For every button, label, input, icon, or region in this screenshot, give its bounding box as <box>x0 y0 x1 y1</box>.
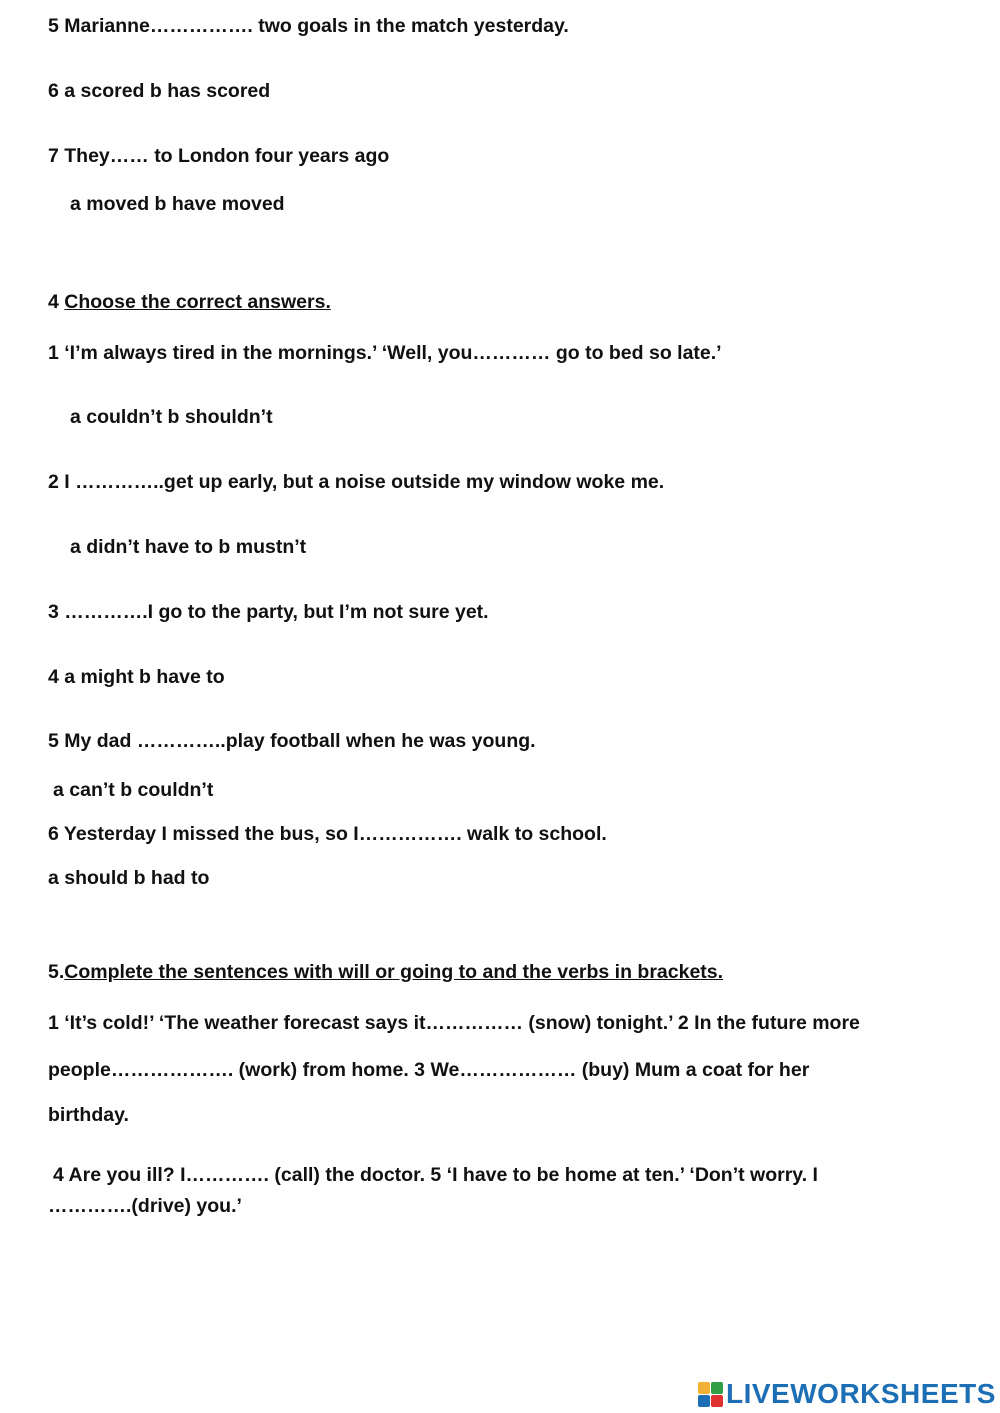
section-5-line-2: people………………. (work) from home. 3 We……………… (buy) Mum a coat for her <box>48 1059 810 1081</box>
section-5-line-3: birthday. <box>48 1104 129 1126</box>
question-5-marianne: 5 Marianne……………. two goals in the match yesterday. <box>48 15 569 37</box>
section-5-title: Complete the sentences with will or going to and the verbs in brackets. <box>64 961 724 983</box>
options-4: 4 a might b have to <box>48 666 225 688</box>
question-2-get-up: 2 I …………..get up early, but a noise outside my window woke me. <box>48 471 665 493</box>
section-5-number: 5. <box>48 961 65 983</box>
section-5-line-4: 4 Are you ill? I…………. (call) the doctor. 5 ‘I have to be home at ten.’ ‘Don’t worry. I <box>53 1164 818 1186</box>
section-5-heading <box>48 959 723 985</box>
options-6: 6 a scored b has scored <box>48 80 271 102</box>
question-3-party: 3 ………….I go to the party, but I’m not sure yet. <box>48 601 489 623</box>
liveworksheets-logo-icon <box>698 1382 723 1407</box>
section-4-title: Choose the correct answers. <box>64 291 331 313</box>
liveworksheets-logo <box>698 1378 996 1410</box>
section-4-number: 4 <box>48 291 59 313</box>
options-5: a can’t b couldn’t <box>53 779 214 801</box>
options-2: a didn’t have to b mustn’t <box>70 536 307 558</box>
section-4-heading <box>48 289 331 315</box>
options-1: a couldn’t b shouldn’t <box>70 406 273 428</box>
question-6-bus: 6 Yesterday I missed the bus, so I……………. walk to school. <box>48 823 607 845</box>
question-5-dad: 5 My dad …………..play football when he was young. <box>48 730 536 752</box>
options-7: a moved b have moved <box>70 193 285 215</box>
section-5-line-1: 1 ‘It’s cold!’ ‘The weather forecast says it…………… (snow) tonight.’ 2 In the future more <box>48 1012 860 1034</box>
question-7-they: 7 They…… to London four years ago <box>48 145 390 167</box>
question-1-tired: 1 ‘I’m always tired in the mornings.’ ‘Well, you………… go to bed so late.’ <box>48 342 722 364</box>
section-5-line-5: ………….(drive) you.’ <box>48 1195 242 1217</box>
liveworksheets-logo-text: LIVEWORKSHEETS <box>726 1378 996 1409</box>
options-6-bus: a should b had to <box>48 867 210 889</box>
